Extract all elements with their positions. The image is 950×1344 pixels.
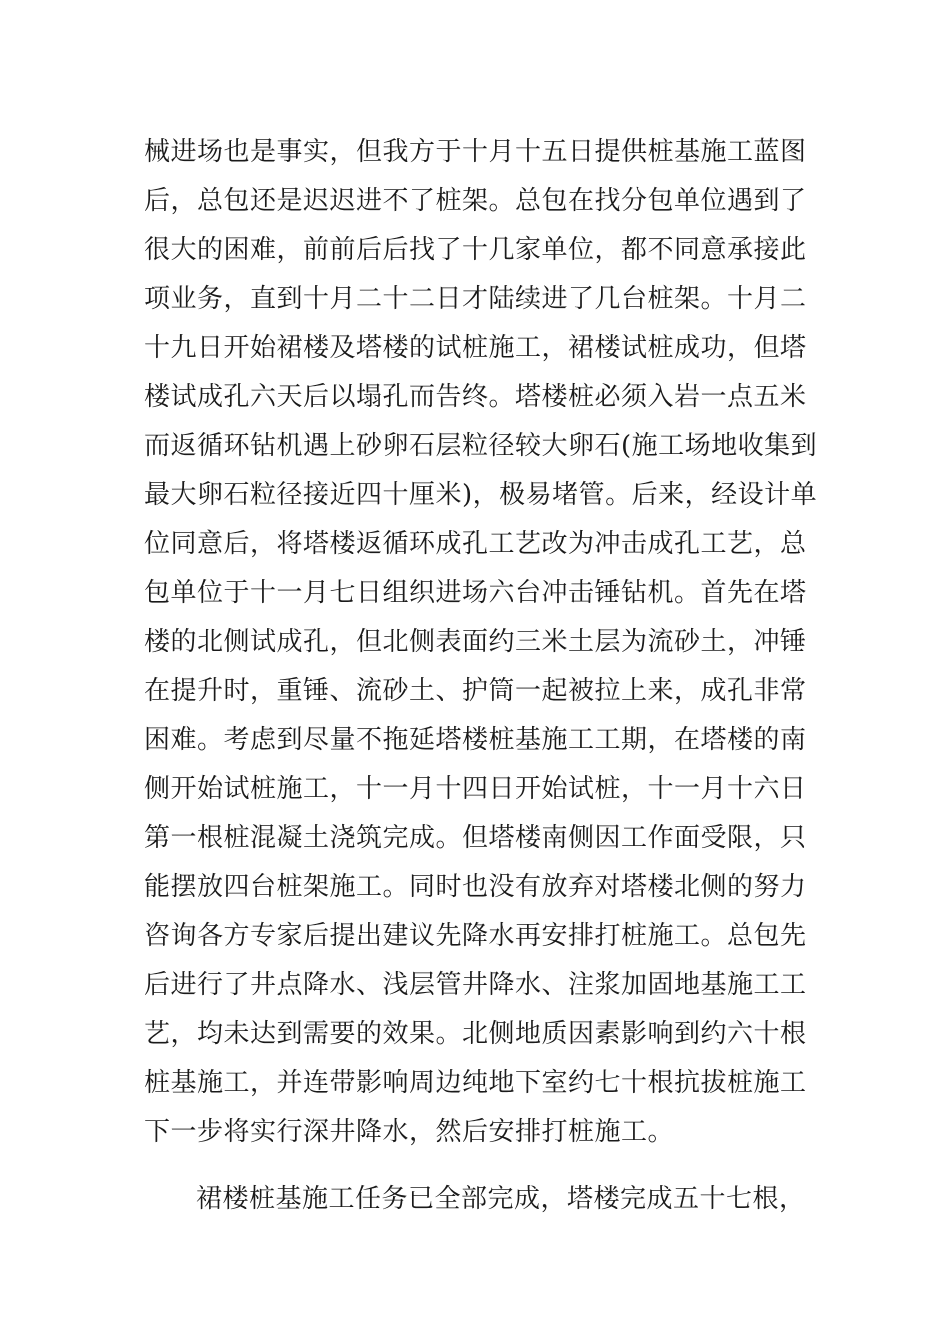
text-line: 艺，均未达到需要的效果。北侧地质因素影响到约六十根 [144, 1019, 807, 1049]
text-line: 而返循环钻机遇上砂卵石层粒径较大卵石(施工场地收集到 [144, 431, 818, 461]
paragraph-gap [144, 1157, 814, 1175]
text-line: 最大卵石粒径接近四十厘米)，极易堵管。后来，经设计单 [144, 480, 818, 510]
text-line: 裙楼桩基施工任务已全部完成，塔楼完成五十七根， [196, 1184, 806, 1214]
text-line: 在提升时，重锤、流砂土、护筒一起被拉上来，成孔非常 [144, 676, 807, 706]
text-line: 十九日开始裙楼及塔楼的试桩施工，裙楼试桩成功，但塔 [144, 333, 807, 363]
text-line: 后进行了井点降水、浅层管井降水、注浆加固地基施工工 [144, 970, 807, 1000]
text-line: 很大的困难，前前后后找了十几家单位，都不同意承接此 [144, 235, 807, 265]
text-line: 包单位于十一月七日组织进场六台冲击锤钻机。首先在塔 [144, 578, 807, 608]
text-line: 楼的北侧试成孔，但北侧表面约三米土层为流砂土，冲锤 [144, 627, 807, 657]
text-line: 下一步将实行深井降水，然后安排打桩施工。 [144, 1117, 675, 1147]
text-line: 位同意后，将塔楼返循环成孔工艺改为冲击成孔工艺，总 [144, 529, 807, 559]
text-line: 楼试成孔六天后以塌孔而告终。塔楼桩必须入岩一点五米 [144, 382, 807, 412]
text-line: 桩基施工，并连带影响周边纯地下室约七十根抗拔桩施工 [144, 1068, 807, 1098]
text-line: 侧开始试桩施工，十一月十四日开始试桩，十一月十六日 [144, 774, 807, 804]
text-line: 能摆放四台桩架施工。同时也没有放弃对塔楼北侧的努力 [144, 872, 807, 902]
paragraph-2 [144, 1175, 814, 1224]
text-line: 第一根桩混凝土浇筑完成。但塔楼南侧因工作面受限，只 [144, 823, 807, 853]
text-line: 械进场也是事实，但我方于十月十五日提供桩基施工蓝图 [144, 137, 807, 167]
text-line: 咨询各方专家后提出建议先降水再安排打桩施工。总包先 [144, 921, 807, 951]
text-line: 项业务，直到十月二十二日才陆续进了几台桩架。十月二 [144, 284, 807, 314]
paragraph-1 [144, 128, 818, 1157]
text-line: 困难。考虑到尽量不拖延塔楼桩基施工工期，在塔楼的南 [144, 725, 807, 755]
document-body [144, 128, 818, 1224]
text-line: 后，总包还是迟迟进不了桩架。总包在找分包单位遇到了 [144, 186, 807, 216]
